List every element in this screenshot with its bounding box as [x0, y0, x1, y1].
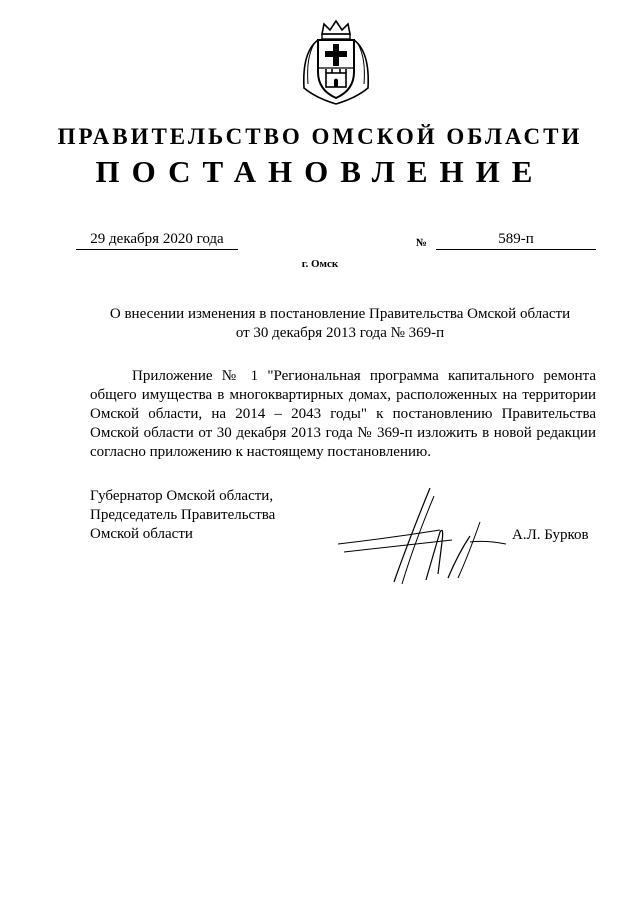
document-number: 589-п [436, 231, 596, 250]
handwritten-signature-icon [330, 482, 510, 587]
signatory-title-line: Губернатор Омской области, [90, 488, 274, 504]
body-paragraph: Приложение № 1 "Региональная программа капитального ремонта общего имущества в многоквартирных домах, расположенных на территории Омской области, на 2014 – 2043 годы" к постановлению Правительства Омской области от 30 декабря 2013 года № 369-п изложить в новой редакции согласно приложению к настоящему постановлению. [90, 368, 596, 460]
document-date: 29 декабря 2020 года [76, 231, 238, 250]
subject-line: от 30 декабря 2013 года № 369-п [235, 325, 445, 341]
signatory-title-line: Омской области [90, 526, 193, 542]
omsk-coat-of-arms-icon [296, 18, 376, 106]
government-title: ПРАВИТЕЛЬСТВО ОМСКОЙ ОБЛАСТИ [57, 124, 583, 149]
signatory-title [90, 487, 275, 544]
document-type: ПОСТАНОВЛЕНИЕ [95, 154, 545, 189]
document-city: г. Омск [301, 258, 339, 270]
signer-name: А.Л. Бурков [512, 527, 589, 543]
signatory-title-line: Председатель Правительства [90, 507, 276, 523]
document-subject [80, 305, 600, 343]
subject-line: О внесении изменения в постановление Правительства Омской области [109, 306, 571, 322]
number-sign: № [416, 237, 428, 249]
